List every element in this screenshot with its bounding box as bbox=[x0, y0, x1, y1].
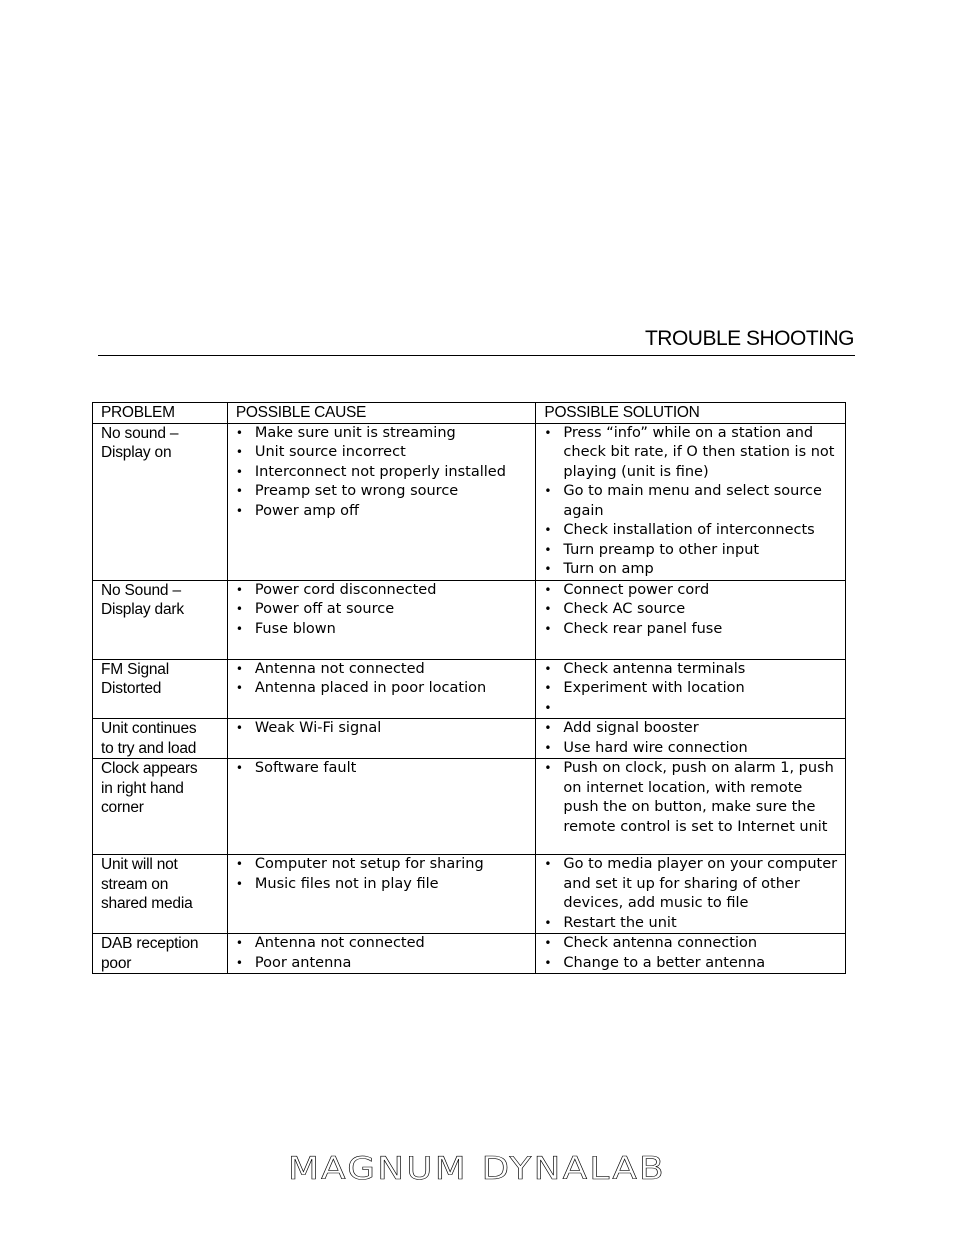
solution-item: • Use hard wire connection bbox=[544, 739, 839, 759]
solution-item: • Check rear panel fuse bbox=[544, 620, 839, 640]
solution-cell bbox=[536, 423, 846, 580]
solution-item: • Add signal booster bbox=[544, 719, 839, 739]
cause-list bbox=[236, 855, 530, 894]
problem-cell bbox=[93, 580, 228, 659]
cause-item: • Antenna not connected bbox=[236, 660, 530, 680]
solution-list bbox=[544, 660, 839, 719]
problem-text: Distorted bbox=[101, 680, 162, 697]
table-row bbox=[93, 659, 846, 719]
solution-item: • Turn on amp bbox=[544, 560, 839, 580]
solution-list bbox=[544, 855, 839, 933]
problem-text: Display dark bbox=[101, 601, 184, 618]
cause-item: • Computer not setup for sharing bbox=[236, 855, 530, 875]
problem-text: to try and load bbox=[101, 739, 197, 757]
cause-list bbox=[236, 934, 530, 973]
troubleshooting-table bbox=[92, 402, 846, 974]
cause-item: • Music files not in play file bbox=[236, 875, 530, 895]
table-row bbox=[93, 934, 846, 974]
solution-cell bbox=[536, 934, 846, 974]
problem-text: in right hand bbox=[101, 779, 184, 797]
table-row bbox=[93, 855, 846, 934]
cause-item: • Poor antenna bbox=[236, 954, 530, 974]
solution-list bbox=[544, 719, 839, 758]
solution-list bbox=[544, 934, 839, 973]
solution-item: • Push on clock, push on alarm 1, push on internet location, with remote push the on button, make sure the remote control is set to Internet unit bbox=[544, 759, 839, 837]
problem-text: Unit continues bbox=[101, 720, 197, 737]
problem-cell bbox=[93, 855, 228, 934]
cause-list bbox=[236, 660, 530, 699]
solution-item: • Turn preamp to other input bbox=[544, 541, 839, 561]
problem-text: Clock appears bbox=[101, 760, 198, 777]
solution-item bbox=[544, 699, 839, 719]
cause-item: • Preamp set to wrong source bbox=[236, 482, 530, 502]
solution-cell bbox=[536, 659, 846, 719]
cause-list bbox=[236, 719, 530, 739]
table-header-row bbox=[93, 403, 846, 424]
title-rule bbox=[98, 355, 855, 356]
cause-item: • Power cord disconnected bbox=[236, 581, 530, 601]
cause-cell bbox=[227, 423, 536, 580]
header-possible-solution: POSSIBLE SOLUTION bbox=[536, 403, 846, 424]
solution-item: • Check installation of interconnects bbox=[544, 521, 839, 541]
cause-cell bbox=[227, 580, 536, 659]
problem-cell bbox=[93, 659, 228, 719]
solution-item: • Check AC source bbox=[544, 600, 839, 620]
cause-list bbox=[236, 581, 530, 640]
cause-item: • Antenna not connected bbox=[236, 934, 530, 954]
solution-item: • Restart the unit bbox=[544, 914, 839, 934]
cause-item: • Software fault bbox=[236, 759, 530, 779]
cause-item: • Antenna placed in poor location bbox=[236, 679, 530, 699]
solution-item: • Press “info” while on a station and check bit rate, if O then station is not playing (unit is fine) bbox=[544, 424, 839, 483]
brand-text: MAGNUM DYNALAB bbox=[288, 1151, 666, 1187]
cause-item: • Weak Wi-Fi signal bbox=[236, 719, 530, 739]
brand-logo-mark bbox=[277, 1148, 677, 1188]
cause-item: • Unit source incorrect bbox=[236, 443, 530, 463]
header-possible-cause: POSSIBLE CAUSE bbox=[227, 403, 536, 424]
solution-item: • Experiment with location bbox=[544, 679, 839, 699]
cause-item: • Interconnect not properly installed bbox=[236, 463, 530, 483]
solution-item: • Check antenna terminals bbox=[544, 660, 839, 680]
problem-text: Display on bbox=[101, 444, 172, 461]
problem-text: stream on bbox=[101, 875, 169, 893]
problem-cell bbox=[93, 934, 228, 974]
page-title: TROUBLE SHOOTING bbox=[644, 327, 854, 350]
cause-item: • Fuse blown bbox=[236, 620, 530, 640]
solution-cell bbox=[536, 719, 846, 759]
problem-text: corner bbox=[101, 799, 144, 816]
cause-list bbox=[236, 424, 530, 522]
problem-text: poor bbox=[101, 954, 132, 972]
cause-cell bbox=[227, 759, 536, 855]
problem-text: shared media bbox=[101, 895, 193, 912]
header-problem: PROBLEM bbox=[93, 403, 228, 424]
brand-logo bbox=[0, 1148, 954, 1192]
problem-cell bbox=[93, 719, 228, 759]
cause-item: • Power off at source bbox=[236, 600, 530, 620]
problem-text: No sound – bbox=[101, 424, 179, 442]
solution-item: • Change to a better antenna bbox=[544, 954, 839, 974]
cause-cell bbox=[227, 934, 536, 974]
problem-text: Unit will not bbox=[101, 856, 178, 873]
cause-item: • Power amp off bbox=[236, 502, 530, 522]
problem-text: No Sound – bbox=[101, 581, 181, 599]
cause-cell bbox=[227, 719, 536, 759]
cause-item: • Make sure unit is streaming bbox=[236, 424, 530, 444]
table-row bbox=[93, 719, 846, 759]
cause-cell bbox=[227, 855, 536, 934]
problem-text: FM Signal bbox=[101, 660, 169, 678]
solution-list bbox=[544, 759, 839, 837]
solution-cell bbox=[536, 855, 846, 934]
table-row bbox=[93, 580, 846, 659]
solution-cell bbox=[536, 759, 846, 855]
solution-item: • Go to media player on your computer and set it up for sharing of other devices, add music to file bbox=[544, 855, 839, 914]
solution-item: • Go to main menu and select source again bbox=[544, 482, 839, 521]
cause-cell bbox=[227, 659, 536, 719]
solution-item: • Connect power cord bbox=[544, 581, 839, 601]
solution-list bbox=[544, 424, 839, 580]
problem-cell bbox=[93, 423, 228, 580]
problem-text: DAB reception bbox=[101, 935, 199, 952]
solution-cell bbox=[536, 580, 846, 659]
table-row bbox=[93, 423, 846, 580]
solution-item: • Check antenna connection bbox=[544, 934, 839, 954]
table-row bbox=[93, 759, 846, 855]
problem-cell bbox=[93, 759, 228, 855]
table-body bbox=[93, 423, 846, 974]
solution-list bbox=[544, 581, 839, 640]
cause-list bbox=[236, 759, 530, 779]
